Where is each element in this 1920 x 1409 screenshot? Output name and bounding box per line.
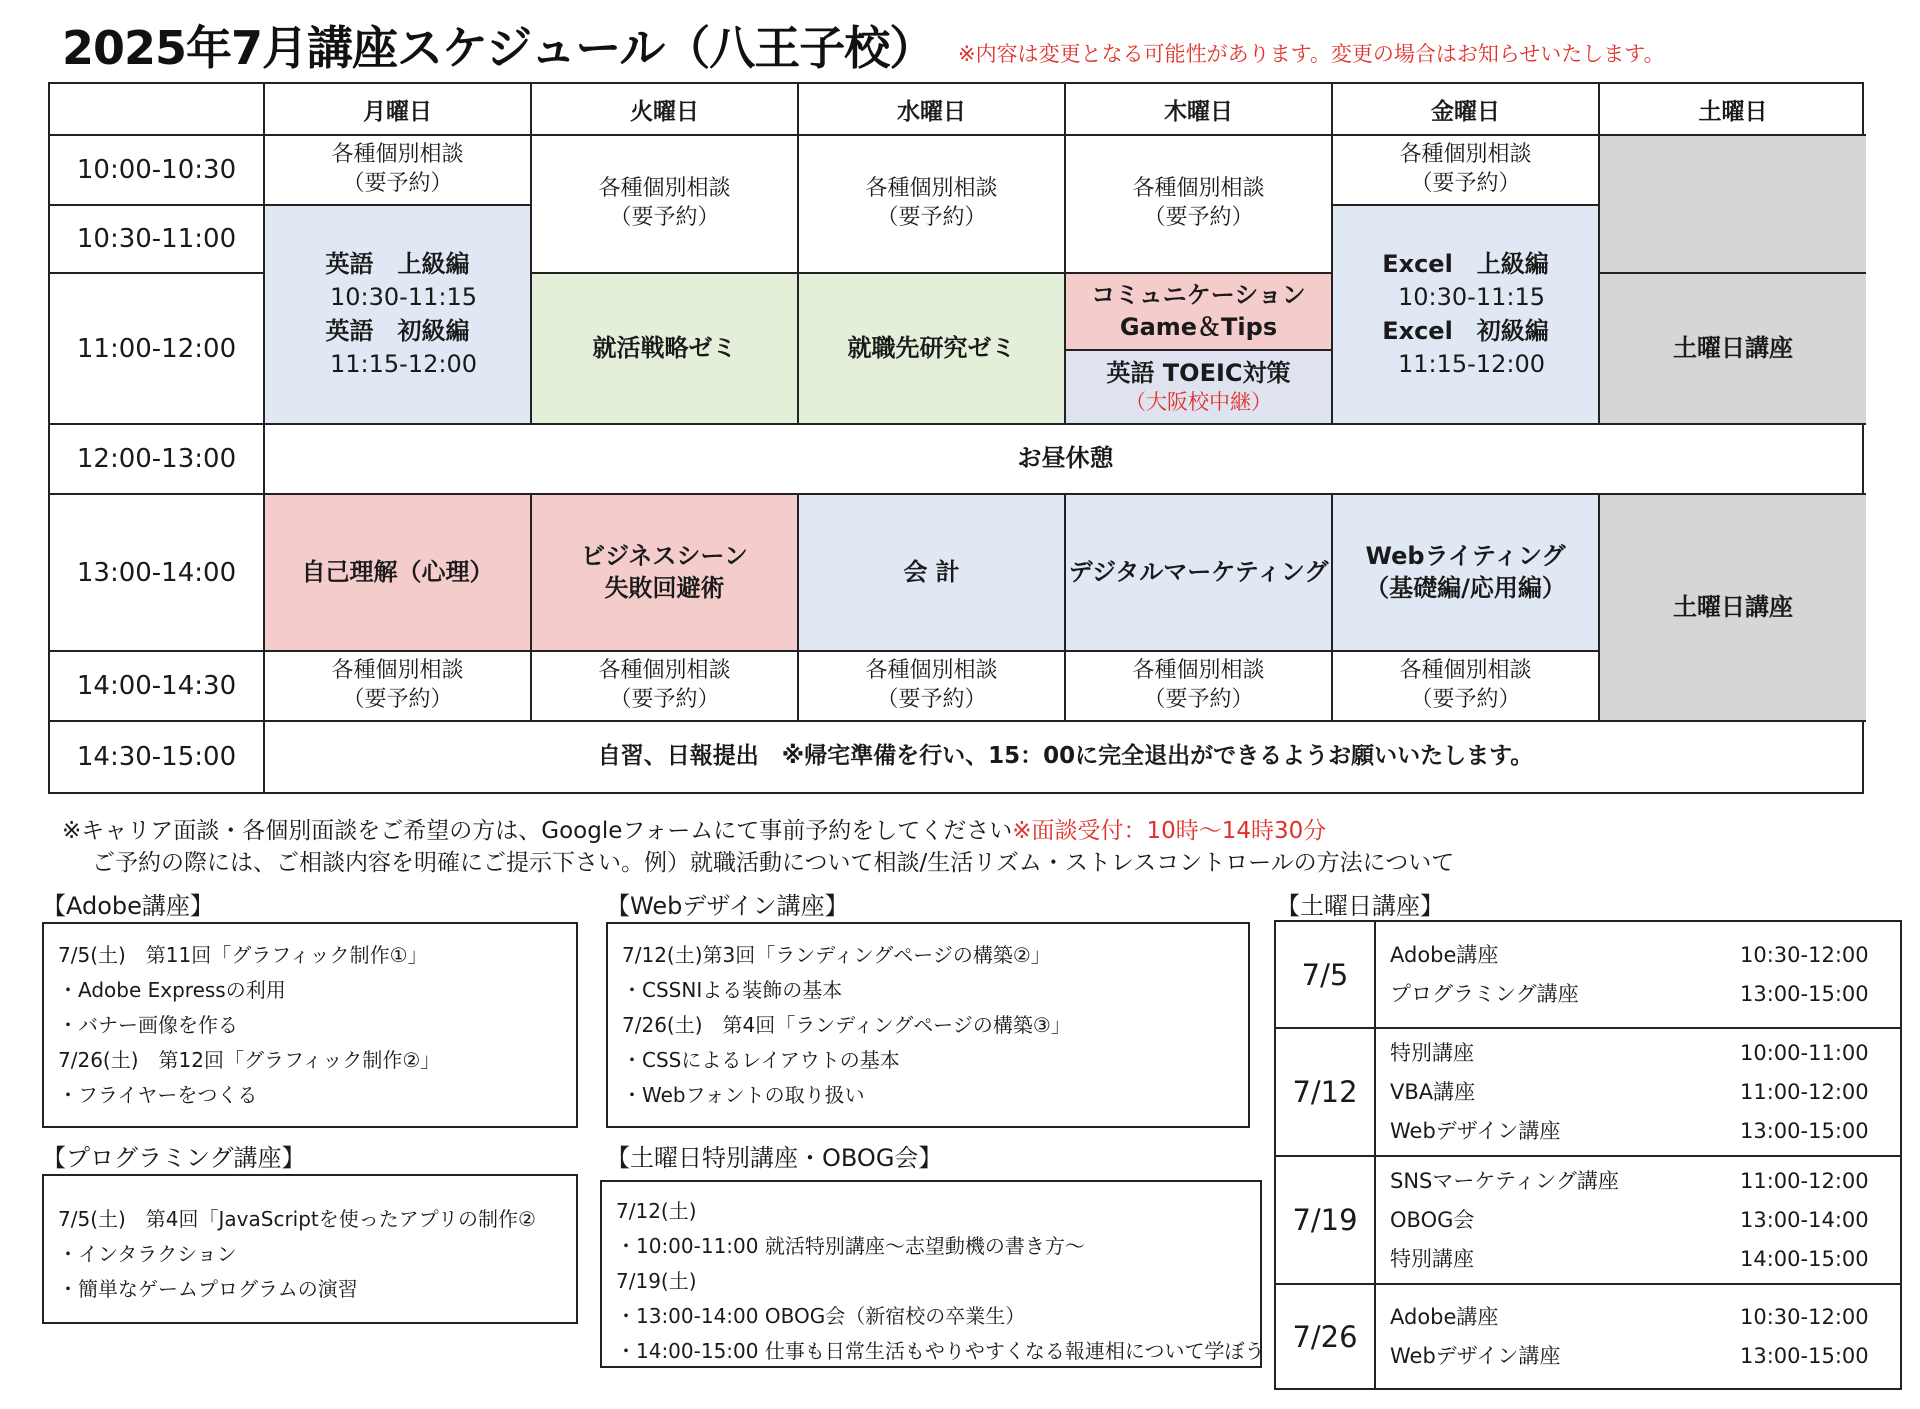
saturday-lecture-time: 13:00-15:00 xyxy=(1740,981,1869,1006)
self-study-cell: 自習、日報提出 ※帰宅準備を行い、15：00に完全退出ができるようお願いいたします。 xyxy=(597,743,1534,770)
special-heading: 【土曜日特別講座・OBOG会】 xyxy=(606,1144,943,1172)
consultation-label: 各種個別相談 xyxy=(598,176,731,202)
reservation-required: （要予約） xyxy=(342,171,453,196)
lecture-subtitle: 失敗回避術 xyxy=(604,573,725,602)
day-header-mon: 月曜日 xyxy=(265,84,532,136)
consultation-cell xyxy=(1333,652,1600,722)
special-line: ・13:00-14:00 OBOG会（新宿校の卒業生） xyxy=(616,1304,1026,1328)
saturday-row xyxy=(1276,1029,1900,1157)
programming-line: ・簡単なゲームプログラムの演習 xyxy=(58,1277,358,1301)
consultation-label: 各種個別相談 xyxy=(865,176,998,202)
saturday-lecture-name: Webデザイン講座 xyxy=(1390,1343,1561,1368)
consultation-label: 各種個別相談 xyxy=(1399,658,1532,684)
reservation-required: （要予約） xyxy=(342,687,453,712)
mon-afternoon-cell: 自己理解（心理） xyxy=(265,495,532,652)
lecture-subtitle: （基礎編/応用編） xyxy=(1365,573,1566,602)
reservation-note-text: ※キャリア面談・各個別面談をご希望の方は、Googleフォームにて事前予約をしてください xyxy=(62,818,1013,844)
lecture-time: 10:30-11:15 xyxy=(330,283,477,312)
saturday-date: 7/26 xyxy=(1276,1285,1376,1388)
special-line: ・14:00-15:00 仕事も日常生活もやりやすくなる報連相について学ぼう xyxy=(616,1339,1265,1363)
day-header-fri: 金曜日 xyxy=(1333,84,1600,136)
reservation-required: （要予約） xyxy=(609,205,720,230)
adobe-line: ・Adobe Expressの利用 xyxy=(58,978,286,1002)
saturday-lecture-time: 13:00-15:00 xyxy=(1740,1118,1869,1143)
saturday-lecture-time: 11:00-12:00 xyxy=(1740,1079,1869,1104)
lecture-title: ビジネスシーン xyxy=(581,542,748,571)
corner-cell xyxy=(50,84,265,136)
special-line: ・10:00-11:00 就活特別講座～志望動機の書き方～ xyxy=(616,1234,1085,1258)
webdesign-line: 7/12(土)第3回「ランディングページの構築②」 xyxy=(622,943,1051,967)
saturday-lecture-name: Adobe講座 xyxy=(1390,1304,1499,1329)
time-cell: 14:30-15:00 xyxy=(50,722,265,792)
saturday-lecture-time: 10:30-12:00 xyxy=(1740,1304,1869,1329)
saturday-lecture-name: 特別講座 xyxy=(1390,1246,1474,1271)
consultation-cell xyxy=(532,652,799,722)
consultation-cell xyxy=(265,652,532,722)
adobe-line: 7/5(土) 第11回「グラフィック制作①」 xyxy=(58,943,428,967)
reservation-note xyxy=(62,812,1326,845)
lecture-title: コミュニケーション xyxy=(1091,281,1306,310)
webdesign-line: ・CSSによるレイアウトの基本 xyxy=(622,1048,900,1072)
webdesign-line: ・CSSNIよる装飾の基本 xyxy=(622,978,843,1002)
lecture-title: Excel 上級編 xyxy=(1382,250,1549,279)
time-cell: 12:00-13:00 xyxy=(50,425,265,495)
reservation-required: （要予約） xyxy=(876,687,987,712)
saturday-lecture-time: 14:00-15:00 xyxy=(1740,1246,1869,1271)
programming-box xyxy=(42,1174,578,1324)
consultation-label: 各種個別相談 xyxy=(865,658,998,684)
consultation-note: ご予約の際には、ご相談内容を明確にご提示下さい。例）就職活動について相談/生活リズム・ストレスコントロールの方法について xyxy=(92,850,1455,876)
programming-line: 7/5(土) 第4回「JavaScriptを使ったアプリの制作② xyxy=(58,1207,536,1231)
saturday-date: 7/12 xyxy=(1276,1029,1376,1155)
lecture-title: 英語 TOEIC対策 xyxy=(1106,358,1291,387)
change-notice: ※内容は変更となる可能性があります。変更の場合はお知らせいたします。 xyxy=(958,42,1665,66)
saturday-table xyxy=(1274,920,1902,1390)
consultation-label: 各種個別相談 xyxy=(1132,658,1265,684)
sat-lecture-cell: 土曜日講座 xyxy=(1600,274,1866,425)
lecture-title: Excel 初級編 xyxy=(1382,316,1549,345)
tue-seminar-cell: 就活戦略ゼミ xyxy=(532,274,799,425)
reservation-required: （要予約） xyxy=(1143,205,1254,230)
tue-afternoon-cell xyxy=(532,495,799,652)
consultation-cell xyxy=(265,136,532,206)
webdesign-line: ・Webフォントの取り扱い xyxy=(622,1083,865,1107)
adobe-box xyxy=(42,922,578,1128)
saturday-lecture-name: 特別講座 xyxy=(1390,1040,1474,1065)
sat-empty-cell xyxy=(1600,136,1866,274)
time-cell: 10:30-11:00 xyxy=(50,206,265,274)
consultation-cell xyxy=(532,136,799,274)
fri-afternoon-cell xyxy=(1333,495,1600,652)
lunch-break-cell: お昼休憩 xyxy=(265,425,1866,495)
lecture-time: 10:30-11:15 xyxy=(1398,283,1545,312)
saturday-lecture-name: OBOG会 xyxy=(1390,1207,1475,1232)
lecture-time: 11:15-12:00 xyxy=(330,349,477,378)
reservation-required: （要予約） xyxy=(1410,687,1521,712)
webdesign-box xyxy=(606,922,1250,1128)
saturday-heading: 【土曜日講座】 xyxy=(1276,892,1444,920)
saturday-lecture-time: 13:00-15:00 xyxy=(1740,1343,1869,1368)
reservation-required: （要予約） xyxy=(1143,687,1254,712)
programming-heading: 【プログラミング講座】 xyxy=(42,1144,306,1172)
day-header-sat: 土曜日 xyxy=(1600,84,1866,136)
lecture-title: Webライティング xyxy=(1365,542,1566,571)
day-header-thu: 木曜日 xyxy=(1066,84,1333,136)
consultation-cell xyxy=(799,652,1066,722)
reservation-required: （要予約） xyxy=(1410,171,1521,196)
time-cell: 10:00-10:30 xyxy=(50,136,265,206)
page-title: 2025年7月講座スケジュール（八王子校） xyxy=(62,21,935,75)
lecture-time: 11:15-12:00 xyxy=(1398,349,1545,378)
saturday-row xyxy=(1276,922,1900,1029)
wed-seminar-cell: 就職先研究ゼミ xyxy=(799,274,1066,425)
relay-note: （大阪校中継） xyxy=(1125,389,1272,414)
reservation-required: （要予約） xyxy=(876,205,987,230)
special-line: 7/19(土) xyxy=(616,1269,697,1293)
sat-afternoon-cell: 土曜日講座 xyxy=(1600,495,1866,722)
saturday-lecture-name: Webデザイン講座 xyxy=(1390,1118,1561,1143)
saturday-row xyxy=(1276,1157,1900,1285)
consultation-label: 各種個別相談 xyxy=(1132,176,1265,202)
day-header-wed: 水曜日 xyxy=(799,84,1066,136)
saturday-lecture-name: Adobe講座 xyxy=(1390,942,1499,967)
thu-afternoon-cell: デジタルマーケティング xyxy=(1066,495,1333,652)
consultation-label: 各種個別相談 xyxy=(1399,142,1532,168)
consultation-label: 各種個別相談 xyxy=(598,658,731,684)
day-header-tue: 火曜日 xyxy=(532,84,799,136)
saturday-lecture-name: プログラミング講座 xyxy=(1390,981,1579,1006)
saturday-lecture-time: 11:00-12:00 xyxy=(1740,1168,1869,1193)
special-line: 7/12(土) xyxy=(616,1199,697,1223)
consultation-label: 各種個別相談 xyxy=(331,142,464,168)
adobe-line: ・フライヤーをつくる xyxy=(58,1083,258,1107)
time-cell: 13:00-14:00 xyxy=(50,495,265,652)
lecture-subtitle: Game＆Tips xyxy=(1119,312,1278,341)
saturday-lecture-time: 10:00-11:00 xyxy=(1740,1040,1869,1065)
time-cell: 14:00-14:30 xyxy=(50,652,265,722)
consultation-cell xyxy=(1333,136,1600,206)
saturday-lecture-name: SNSマーケティング講座 xyxy=(1390,1168,1619,1193)
lecture-title: 英語 上級編 xyxy=(325,250,470,279)
webdesign-heading: 【Webデザイン講座】 xyxy=(606,892,849,920)
mon-english-cell xyxy=(265,206,532,425)
thu-toeic-cell xyxy=(1066,351,1333,425)
saturday-lecture-time: 13:00-14:00 xyxy=(1740,1207,1869,1232)
consultation-label: 各種個別相談 xyxy=(331,658,464,684)
adobe-line: ・バナー画像を作る xyxy=(58,1013,238,1037)
schedule-table xyxy=(48,82,1864,794)
thu-communication-cell xyxy=(1066,274,1333,351)
fri-excel-cell xyxy=(1333,206,1600,425)
saturday-date: 7/19 xyxy=(1276,1157,1376,1283)
saturday-row xyxy=(1276,1285,1900,1388)
programming-line: ・インタラクション xyxy=(58,1242,237,1266)
adobe-line: 7/26(土) 第12回「グラフィック制作②」 xyxy=(58,1048,441,1072)
webdesign-line: 7/26(土) 第4回「ランディングページの構築③」 xyxy=(622,1013,1071,1037)
consultation-cell xyxy=(1066,652,1333,722)
consultation-cell xyxy=(799,136,1066,274)
saturday-date: 7/5 xyxy=(1276,922,1376,1027)
saturday-lecture-name: VBA講座 xyxy=(1390,1079,1476,1104)
reservation-required: （要予約） xyxy=(609,687,720,712)
wed-afternoon-cell: 会 計 xyxy=(799,495,1066,652)
time-cell: 11:00-12:00 xyxy=(50,274,265,425)
interview-hours: ※面談受付：10時～14時30分 xyxy=(1012,818,1327,844)
saturday-lecture-time: 10:30-12:00 xyxy=(1740,942,1869,967)
lecture-title: 英語 初級編 xyxy=(325,316,470,345)
special-box xyxy=(600,1180,1265,1368)
adobe-heading: 【Adobe講座】 xyxy=(42,892,214,920)
consultation-cell xyxy=(1066,136,1333,274)
